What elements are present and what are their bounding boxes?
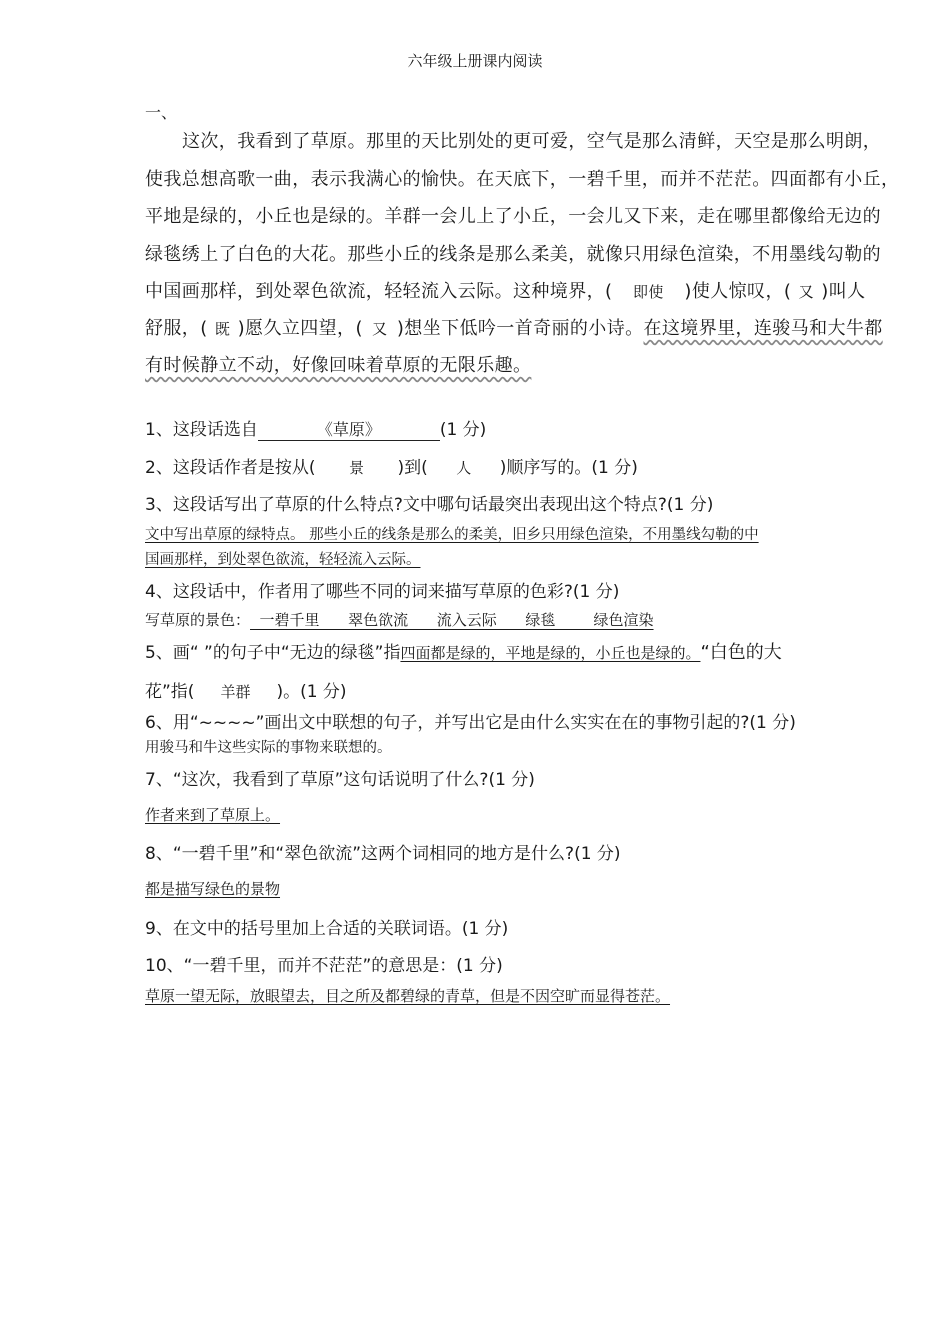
passage-line-1: 这次，我看到了草原。那里的天比别处的更可爱，空气是那么清鲜，天空是那么明朗， (182, 131, 882, 152)
question-2: 2、这段话作者是按从( 景 )到( 人 )顺序写的。(1 分) (145, 458, 638, 478)
answer-7: 作者来到了草原上。 (145, 806, 281, 824)
passage-line-4: 绿毯绣上了白色的大花。那些小丘的线条是那么柔美，就像只用绿色渲染，不用墨线勾勒的 (145, 244, 881, 265)
answer-3-line-1: 文中写出草原的绿特点。 那些小丘的线条是那么的柔美，旧乡只用绿色渲染，不用墨线勾勒的中 (145, 527, 759, 543)
answer-1: 《草原》 (258, 417, 440, 441)
answer-2a: 景 (348, 459, 364, 477)
question-5: 5、画“ ”的句子中“无边的绿毯”指四面都是绿的，平地是绿的，小丘也是绿的。“白色的大 (145, 642, 782, 663)
question-6: 6、用“~~~~”画出文中联想的句子，并写出它是由什么实实在在的事物引起的?(1 分) (145, 713, 796, 733)
wavy-underlined-sentence: 在这境界里，连骏马和大牛都 (643, 318, 883, 339)
answer-4: 写草原的景色： 一碧千里 翠色欲流 流入云际 绿毯 绿色渲染 (145, 611, 654, 629)
question-3: 3、这段话写出了草原的什么特点?文中哪句话最突出表现出这个特点?(1 分) (145, 495, 714, 515)
blank-answer: 又 (798, 283, 814, 301)
page-title: 六年级上册课内阅读 (407, 52, 543, 70)
passage-line-7: 有时候静立不动，好像回味着草原的无限乐趣。 (145, 355, 532, 376)
answer-6: 用骏马和牛这些实际的事物来联想的。 (145, 740, 392, 756)
question-10: 10、“一碧千里，而并不茫茫”的意思是：(1 分) (145, 956, 503, 976)
question-9: 9、在文中的括号里加上合适的关联词语。(1 分) (145, 919, 509, 939)
answer-5b: 羊群 (220, 683, 251, 701)
blank-answer: 又 (372, 320, 388, 338)
answer-3-line-2: 国画那样，到处翠色欲流，轻轻流入云际。 (145, 552, 421, 568)
passage-line-2: 使我总想高歌一曲，表示我满心的愉快。在天底下，一碧千里，而并不茫茫。四面都有小丘， (145, 169, 900, 190)
passage-line-5: 中国画那样，到处翠色欲流，轻轻流入云际。这种境界，( 即使 )使人惊叹，( 又 )叫人 (145, 281, 866, 302)
passage-line-6: 舒服，( 既 )愿久立四望，( 又 )想坐下低吟一首奇丽的小诗。在这境界里，连骏马和大牛都 (145, 318, 883, 339)
question-5-cont: 花”指( 羊群 )。(1 分) (145, 682, 347, 702)
answer-10: 草原一望无际，放眼望去，目之所及都碧绿的青草，但是不因空旷而显得苍茫。 (145, 987, 671, 1005)
blank-answer: 即使 (633, 283, 664, 301)
question-7: 7、“这次，我看到了草原”这句话说明了什么?(1 分) (145, 770, 535, 790)
answer-2b: 人 (456, 459, 472, 477)
section-label: 一、 (145, 103, 178, 122)
blank-answer: 既 (214, 320, 231, 338)
question-8: 8、“一碧千里”和“翠色欲流”这两个词相同的地方是什么?(1 分) (145, 844, 621, 864)
answer-5a: 四面都是绿的，平地是绿的，小丘也是绿的。 (400, 644, 701, 662)
answer-8: 都是描写绿色的景物 (145, 880, 281, 898)
question-1: 1、这段话选自 《草原》 (1 分) (145, 415, 486, 441)
passage-line-3: 平地是绿的，小丘也是绿的。羊群一会儿上了小丘，一会儿又下来，走在哪里都像给无边的 (145, 206, 881, 227)
question-4: 4、这段话中，作者用了哪些不同的词来描写草原的色彩?(1 分) (145, 582, 620, 602)
